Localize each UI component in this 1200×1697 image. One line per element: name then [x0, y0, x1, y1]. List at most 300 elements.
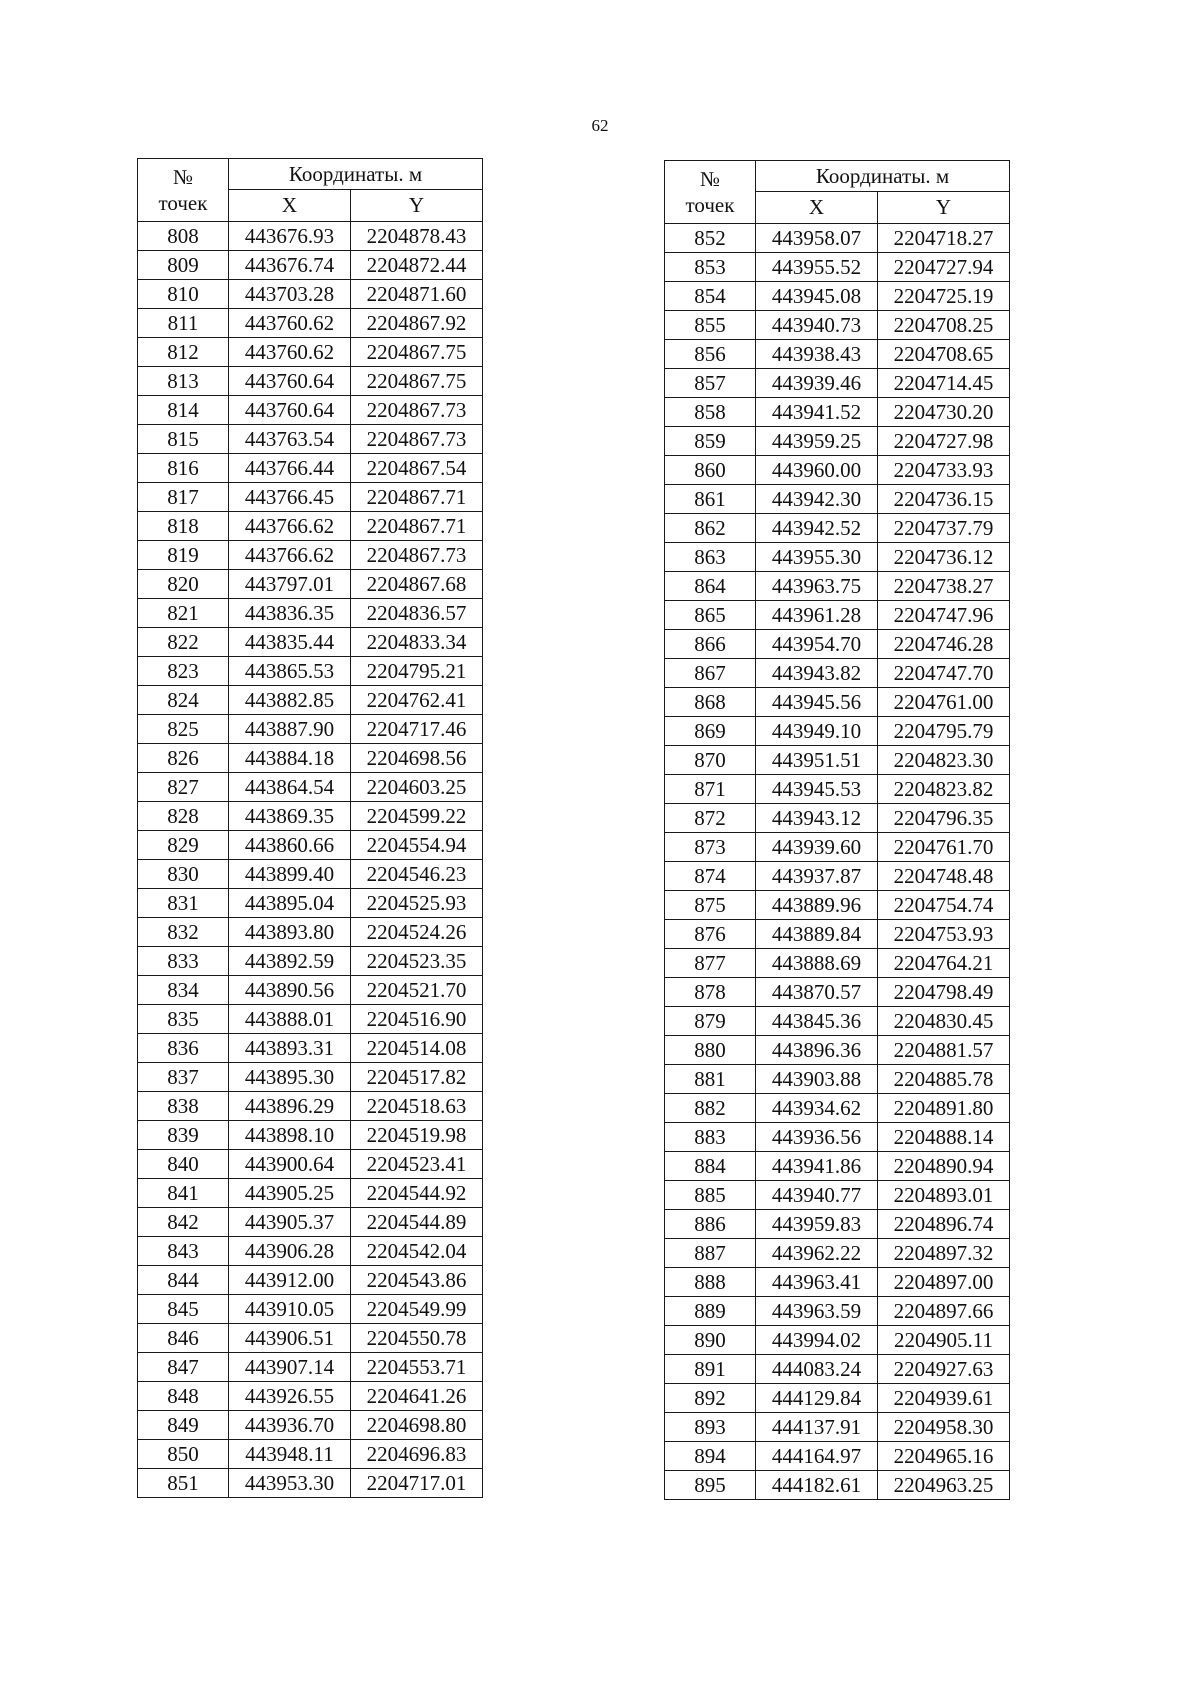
table-row [138, 1121, 483, 1150]
y-coordinate-cell: 2204543.86 [351, 1266, 483, 1295]
table-row [138, 1092, 483, 1121]
y-coordinate-cell: 2204714.45 [878, 369, 1010, 398]
table-row [138, 715, 483, 744]
y-coordinate-cell: 2204764.21 [878, 949, 1010, 978]
y-coordinate-cell: 2204878.43 [351, 222, 483, 251]
y-coordinate-cell: 2204965.16 [878, 1442, 1010, 1471]
x-coordinate-cell: 443899.40 [229, 860, 351, 889]
x-coordinate-cell: 443797.01 [229, 570, 351, 599]
x-coordinate-cell: 443960.00 [756, 456, 878, 485]
point-number-cell: 891 [665, 1355, 756, 1384]
y-coordinate-cell: 2204641.26 [351, 1382, 483, 1411]
point-number-cell: 840 [138, 1150, 229, 1179]
x-coordinate-cell: 443926.55 [229, 1382, 351, 1411]
table-row [138, 773, 483, 802]
table-row [138, 483, 483, 512]
x-coordinate-cell: 443893.80 [229, 918, 351, 947]
point-number-cell: 841 [138, 1179, 229, 1208]
table-row [138, 802, 483, 831]
x-coordinate-cell: 443951.51 [756, 746, 878, 775]
table-row [665, 1239, 1010, 1268]
point-number-cell: 823 [138, 657, 229, 686]
point-number-cell: 817 [138, 483, 229, 512]
y-coordinate-cell: 2204795.79 [878, 717, 1010, 746]
point-number-header [138, 159, 229, 222]
x-coordinate-cell: 443900.64 [229, 1150, 351, 1179]
point-number-cell: 815 [138, 425, 229, 454]
y-coordinate-cell: 2204897.32 [878, 1239, 1010, 1268]
point-number-cell: 867 [665, 659, 756, 688]
table-row [138, 1440, 483, 1469]
x-coordinate-cell: 443942.52 [756, 514, 878, 543]
table-row [665, 282, 1010, 311]
point-number-cell: 856 [665, 340, 756, 369]
table-row [665, 485, 1010, 514]
table-row [138, 744, 483, 773]
x-coordinate-cell: 443836.35 [229, 599, 351, 628]
table-row [138, 1005, 483, 1034]
point-number-cell: 888 [665, 1268, 756, 1297]
table-row [138, 1237, 483, 1266]
point-number-cell: 851 [138, 1469, 229, 1498]
point-number-cell: 844 [138, 1266, 229, 1295]
x-coordinate-cell: 443888.69 [756, 949, 878, 978]
x-coordinate-cell: 443959.25 [756, 427, 878, 456]
x-coordinate-cell: 443941.86 [756, 1152, 878, 1181]
y-coordinate-cell: 2204737.79 [878, 514, 1010, 543]
coordinates-header: Координаты. м [756, 161, 1010, 192]
point-number-cell: 809 [138, 251, 229, 280]
point-number-cell: 887 [665, 1239, 756, 1268]
x-coordinate-cell: 443892.59 [229, 947, 351, 976]
x-coordinate-cell: 443835.44 [229, 628, 351, 657]
point-number-cell: 859 [665, 427, 756, 456]
y-coordinate-cell: 2204891.80 [878, 1094, 1010, 1123]
x-coordinate-cell: 443895.30 [229, 1063, 351, 1092]
x-coordinate-cell: 443760.64 [229, 396, 351, 425]
table-row [665, 717, 1010, 746]
x-coordinate-cell: 443905.37 [229, 1208, 351, 1237]
y-coordinate-cell: 2204738.27 [878, 572, 1010, 601]
y-coordinate-cell: 2204514.08 [351, 1034, 483, 1063]
y-coordinate-cell: 2204754.74 [878, 891, 1010, 920]
x-coordinate-cell: 443945.53 [756, 775, 878, 804]
point-number-cell: 855 [665, 311, 756, 340]
table-row [138, 454, 483, 483]
y-coordinate-cell: 2204867.75 [351, 338, 483, 367]
point-number-cell: 830 [138, 860, 229, 889]
table-row [138, 425, 483, 454]
table-row [665, 572, 1010, 601]
table-row [138, 541, 483, 570]
x-coordinate-cell: 443943.12 [756, 804, 878, 833]
point-number-cell: 874 [665, 862, 756, 891]
y-coordinate-cell: 2204871.60 [351, 280, 483, 309]
y-coordinate-cell: 2204554.94 [351, 831, 483, 860]
table-row [665, 311, 1010, 340]
table-row [665, 833, 1010, 862]
y-column-header: Y [878, 192, 1010, 224]
x-coordinate-cell: 443936.70 [229, 1411, 351, 1440]
y-coordinate-cell: 2204523.35 [351, 947, 483, 976]
y-coordinate-cell: 2204727.98 [878, 427, 1010, 456]
table-row [665, 1442, 1010, 1471]
x-coordinate-cell: 443870.57 [756, 978, 878, 1007]
x-coordinate-cell: 443860.66 [229, 831, 351, 860]
point-number-cell: 842 [138, 1208, 229, 1237]
point-number-cell: 812 [138, 338, 229, 367]
point-number-cell: 883 [665, 1123, 756, 1152]
x-coordinate-cell: 443898.10 [229, 1121, 351, 1150]
table-row [138, 222, 483, 251]
x-coordinate-cell: 443845.36 [756, 1007, 878, 1036]
point-number-cell: 877 [665, 949, 756, 978]
x-coordinate-cell: 443939.46 [756, 369, 878, 398]
point-number-cell: 857 [665, 369, 756, 398]
point-number-cell: 871 [665, 775, 756, 804]
point-number-cell: 884 [665, 1152, 756, 1181]
y-coordinate-cell: 2204867.73 [351, 541, 483, 570]
point-number-cell: 833 [138, 947, 229, 976]
y-coordinate-cell: 2204888.14 [878, 1123, 1010, 1152]
x-coordinate-cell: 443941.52 [756, 398, 878, 427]
point-number-header-line1: № [699, 166, 721, 191]
x-coordinate-cell: 443884.18 [229, 744, 351, 773]
y-coordinate-cell: 2204698.80 [351, 1411, 483, 1440]
y-coordinate-cell: 2204881.57 [878, 1036, 1010, 1065]
point-number-cell: 822 [138, 628, 229, 657]
y-coordinate-cell: 2204746.28 [878, 630, 1010, 659]
y-coordinate-cell: 2204747.96 [878, 601, 1010, 630]
point-number-cell: 864 [665, 572, 756, 601]
table-row [138, 860, 483, 889]
point-number-cell: 836 [138, 1034, 229, 1063]
y-coordinate-cell: 2204867.71 [351, 512, 483, 541]
x-coordinate-cell: 443760.64 [229, 367, 351, 396]
table-row [665, 920, 1010, 949]
table-row [665, 688, 1010, 717]
x-coordinate-cell: 443940.77 [756, 1181, 878, 1210]
point-number-cell: 834 [138, 976, 229, 1005]
table-row [138, 1266, 483, 1295]
y-coordinate-cell: 2204753.93 [878, 920, 1010, 949]
point-number-cell: 878 [665, 978, 756, 1007]
y-coordinate-cell: 2204523.41 [351, 1150, 483, 1179]
y-coordinate-cell: 2204897.00 [878, 1268, 1010, 1297]
y-coordinate-cell: 2204762.41 [351, 686, 483, 715]
y-coordinate-cell: 2204823.82 [878, 775, 1010, 804]
table-row [138, 918, 483, 947]
table-row [138, 1179, 483, 1208]
point-number-cell: 882 [665, 1094, 756, 1123]
x-coordinate-cell: 443955.30 [756, 543, 878, 572]
table-row [665, 1471, 1010, 1500]
y-coordinate-cell: 2204518.63 [351, 1092, 483, 1121]
y-coordinate-cell: 2204718.27 [878, 224, 1010, 253]
x-coordinate-cell: 444083.24 [756, 1355, 878, 1384]
table-row [665, 630, 1010, 659]
x-coordinate-cell: 443896.36 [756, 1036, 878, 1065]
point-number-cell: 870 [665, 746, 756, 775]
y-coordinate-cell: 2204927.63 [878, 1355, 1010, 1384]
x-coordinate-cell: 443676.93 [229, 222, 351, 251]
x-coordinate-cell: 443889.96 [756, 891, 878, 920]
table-row [138, 280, 483, 309]
point-number-cell: 827 [138, 773, 229, 802]
coordinates-header: Координаты. м [229, 159, 483, 190]
point-number-cell: 889 [665, 1297, 756, 1326]
point-number-cell: 848 [138, 1382, 229, 1411]
x-coordinate-cell: 443763.54 [229, 425, 351, 454]
table-row [665, 1297, 1010, 1326]
table-row [138, 251, 483, 280]
point-number-cell: 843 [138, 1237, 229, 1266]
table-row [665, 1036, 1010, 1065]
point-number-cell: 885 [665, 1181, 756, 1210]
x-coordinate-cell: 443766.62 [229, 541, 351, 570]
point-number-cell: 847 [138, 1353, 229, 1382]
y-coordinate-cell: 2204939.61 [878, 1384, 1010, 1413]
y-coordinate-cell: 2204717.46 [351, 715, 483, 744]
x-coordinate-cell: 443945.08 [756, 282, 878, 311]
table-row [665, 340, 1010, 369]
y-coordinate-cell: 2204727.94 [878, 253, 1010, 282]
x-coordinate-cell: 443766.44 [229, 454, 351, 483]
x-coordinate-cell: 443948.11 [229, 1440, 351, 1469]
y-coordinate-cell: 2204748.48 [878, 862, 1010, 891]
table-row [665, 862, 1010, 891]
x-coordinate-cell: 443907.14 [229, 1353, 351, 1382]
y-coordinate-cell: 2204867.75 [351, 367, 483, 396]
y-coordinate-cell: 2204836.57 [351, 599, 483, 628]
y-coordinate-cell: 2204890.94 [878, 1152, 1010, 1181]
table-row [665, 253, 1010, 282]
y-coordinate-cell: 2204544.92 [351, 1179, 483, 1208]
point-number-cell: 886 [665, 1210, 756, 1239]
y-coordinate-cell: 2204893.01 [878, 1181, 1010, 1210]
table-row [138, 396, 483, 425]
point-number-header-line1: № [172, 164, 194, 189]
table-row [138, 1353, 483, 1382]
point-number-cell: 866 [665, 630, 756, 659]
x-coordinate-cell: 443912.00 [229, 1266, 351, 1295]
table-row [665, 456, 1010, 485]
table-row [138, 1150, 483, 1179]
x-coordinate-cell: 443888.01 [229, 1005, 351, 1034]
point-number-cell: 838 [138, 1092, 229, 1121]
point-number-cell: 895 [665, 1471, 756, 1500]
point-number-cell: 853 [665, 253, 756, 282]
x-coordinate-cell: 444182.61 [756, 1471, 878, 1500]
x-coordinate-cell: 443938.43 [756, 340, 878, 369]
point-number-header-line2: точек [158, 191, 208, 215]
x-coordinate-cell: 443962.22 [756, 1239, 878, 1268]
y-coordinate-cell: 2204830.45 [878, 1007, 1010, 1036]
y-coordinate-cell: 2204519.98 [351, 1121, 483, 1150]
table-row [665, 978, 1010, 1007]
table-row [138, 976, 483, 1005]
x-coordinate-cell: 443906.28 [229, 1237, 351, 1266]
y-coordinate-cell: 2204733.93 [878, 456, 1010, 485]
x-coordinate-cell: 443865.53 [229, 657, 351, 686]
point-number-cell: 825 [138, 715, 229, 744]
x-coordinate-cell: 443937.87 [756, 862, 878, 891]
point-number-cell: 850 [138, 1440, 229, 1469]
x-coordinate-cell: 443949.10 [756, 717, 878, 746]
y-coordinate-cell: 2204516.90 [351, 1005, 483, 1034]
y-coordinate-cell: 2204553.71 [351, 1353, 483, 1382]
x-coordinate-cell: 443994.02 [756, 1326, 878, 1355]
y-column-header: Y [351, 190, 483, 222]
y-coordinate-cell: 2204524.26 [351, 918, 483, 947]
y-coordinate-cell: 2204708.65 [878, 340, 1010, 369]
table-row [138, 657, 483, 686]
table-row [665, 1268, 1010, 1297]
x-coordinate-cell: 443864.54 [229, 773, 351, 802]
point-number-cell: 881 [665, 1065, 756, 1094]
x-coordinate-cell: 443882.85 [229, 686, 351, 715]
x-coordinate-cell: 443766.45 [229, 483, 351, 512]
y-coordinate-cell: 2204717.01 [351, 1469, 483, 1498]
point-number-header [665, 161, 756, 224]
table-row [665, 1384, 1010, 1413]
point-number-cell: 829 [138, 831, 229, 860]
point-number-cell: 808 [138, 222, 229, 251]
x-coordinate-cell: 443889.84 [756, 920, 878, 949]
coordinates-table-left [137, 158, 483, 1498]
y-coordinate-cell: 2204958.30 [878, 1413, 1010, 1442]
y-coordinate-cell: 2204708.25 [878, 311, 1010, 340]
table-row [665, 1152, 1010, 1181]
point-number-cell: 810 [138, 280, 229, 309]
y-coordinate-cell: 2204897.66 [878, 1297, 1010, 1326]
point-number-cell: 880 [665, 1036, 756, 1065]
table-row [665, 746, 1010, 775]
point-number-cell: 813 [138, 367, 229, 396]
x-coordinate-cell: 443887.90 [229, 715, 351, 744]
table-row [665, 1326, 1010, 1355]
x-coordinate-cell: 443963.75 [756, 572, 878, 601]
point-number-cell: 814 [138, 396, 229, 425]
x-coordinate-cell: 443906.51 [229, 1324, 351, 1353]
y-coordinate-cell: 2204795.21 [351, 657, 483, 686]
y-coordinate-cell: 2204599.22 [351, 802, 483, 831]
x-coordinate-cell: 443895.04 [229, 889, 351, 918]
table-row [665, 775, 1010, 804]
point-number-cell: 894 [665, 1442, 756, 1471]
table-row [665, 224, 1010, 253]
y-coordinate-cell: 2204761.70 [878, 833, 1010, 862]
x-coordinate-cell: 443890.56 [229, 976, 351, 1005]
x-coordinate-cell: 443869.35 [229, 802, 351, 831]
point-number-cell: 835 [138, 1005, 229, 1034]
x-coordinate-cell: 443893.31 [229, 1034, 351, 1063]
point-number-cell: 852 [665, 224, 756, 253]
y-coordinate-cell: 2204696.83 [351, 1440, 483, 1469]
x-coordinate-cell: 443958.07 [756, 224, 878, 253]
point-number-cell: 858 [665, 398, 756, 427]
point-number-cell: 819 [138, 541, 229, 570]
table-body-right [665, 224, 1010, 1500]
table-row [138, 599, 483, 628]
x-coordinate-cell: 443940.73 [756, 311, 878, 340]
table-row [138, 1063, 483, 1092]
y-coordinate-cell: 2204963.25 [878, 1471, 1010, 1500]
point-number-cell: 860 [665, 456, 756, 485]
x-coordinate-cell: 443936.56 [756, 1123, 878, 1152]
point-number-cell: 826 [138, 744, 229, 773]
x-coordinate-cell: 444164.97 [756, 1442, 878, 1471]
y-coordinate-cell: 2204730.20 [878, 398, 1010, 427]
table-row [138, 686, 483, 715]
point-number-cell: 831 [138, 889, 229, 918]
point-number-cell: 845 [138, 1295, 229, 1324]
table-row [665, 1181, 1010, 1210]
table-row [138, 889, 483, 918]
table-row [665, 1355, 1010, 1384]
x-coordinate-cell: 443955.52 [756, 253, 878, 282]
y-coordinate-cell: 2204823.30 [878, 746, 1010, 775]
table-row [138, 1411, 483, 1440]
point-number-cell: 818 [138, 512, 229, 541]
table-row [138, 1469, 483, 1498]
point-number-cell: 872 [665, 804, 756, 833]
y-coordinate-cell: 2204525.93 [351, 889, 483, 918]
table-row [138, 1208, 483, 1237]
point-number-header-line2: точек [685, 193, 735, 217]
x-coordinate-cell: 444137.91 [756, 1413, 878, 1442]
point-number-cell: 846 [138, 1324, 229, 1353]
x-coordinate-cell: 443954.70 [756, 630, 878, 659]
table-row [665, 1007, 1010, 1036]
point-number-cell: 876 [665, 920, 756, 949]
point-number-cell: 861 [665, 485, 756, 514]
y-coordinate-cell: 2204867.71 [351, 483, 483, 512]
point-number-cell: 875 [665, 891, 756, 920]
table-row [138, 512, 483, 541]
point-number-cell: 879 [665, 1007, 756, 1036]
x-coordinate-cell: 443760.62 [229, 338, 351, 367]
table-row [138, 831, 483, 860]
table-row [665, 1413, 1010, 1442]
x-coordinate-cell: 443905.25 [229, 1179, 351, 1208]
point-number-cell: 849 [138, 1411, 229, 1440]
table-row [138, 1034, 483, 1063]
point-number-cell: 854 [665, 282, 756, 311]
x-coordinate-cell: 443910.05 [229, 1295, 351, 1324]
y-coordinate-cell: 2204833.34 [351, 628, 483, 657]
table-row [138, 1295, 483, 1324]
coordinates-table-right [664, 160, 1010, 1500]
x-coordinate-cell: 443934.62 [756, 1094, 878, 1123]
x-coordinate-cell: 443896.29 [229, 1092, 351, 1121]
point-number-cell: 837 [138, 1063, 229, 1092]
table-row [138, 570, 483, 599]
point-number-cell: 832 [138, 918, 229, 947]
table-row [665, 1065, 1010, 1094]
x-column-header: X [756, 192, 878, 224]
table-row [665, 369, 1010, 398]
x-coordinate-cell: 443953.30 [229, 1469, 351, 1498]
x-coordinate-cell: 444129.84 [756, 1384, 878, 1413]
y-coordinate-cell: 2204521.70 [351, 976, 483, 1005]
y-coordinate-cell: 2204544.89 [351, 1208, 483, 1237]
y-coordinate-cell: 2204872.44 [351, 251, 483, 280]
x-coordinate-cell: 443963.41 [756, 1268, 878, 1297]
table-row [138, 309, 483, 338]
x-coordinate-cell: 443676.74 [229, 251, 351, 280]
point-number-cell: 868 [665, 688, 756, 717]
